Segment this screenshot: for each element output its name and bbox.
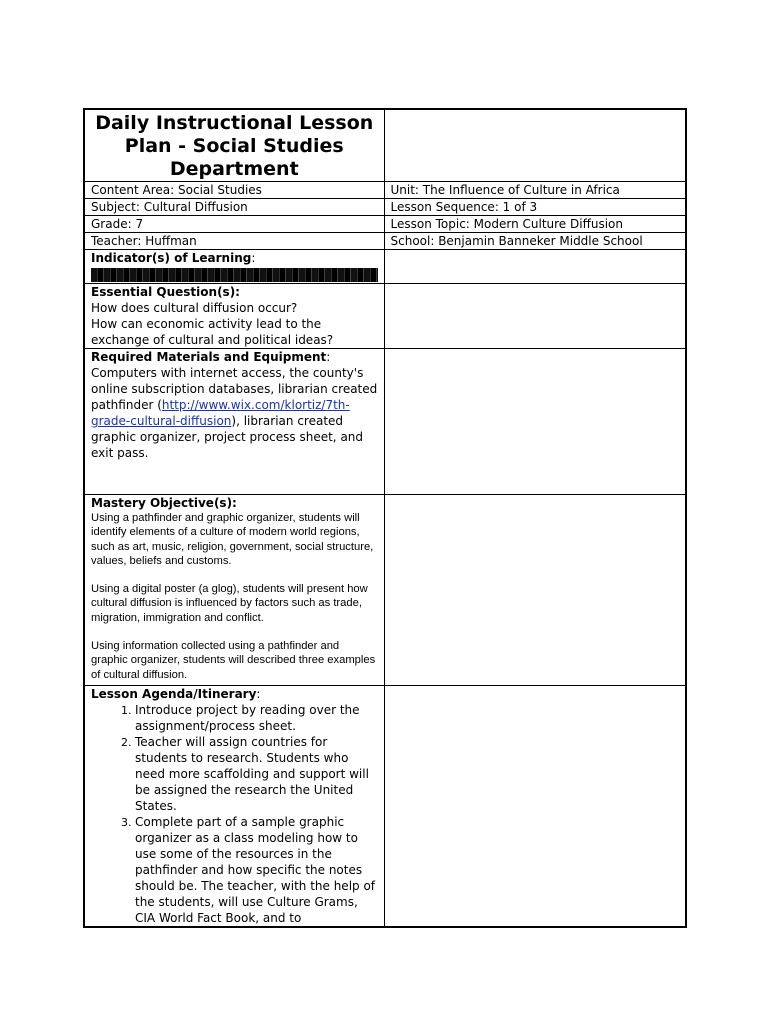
indicators-cell: Indicator(s) of Learning: [84, 250, 384, 284]
essential-question-2: How can economic activity lead to the exchange of cultural and political ideas? [91, 317, 334, 347]
essential-questions-label: Essential Question(s): [91, 285, 240, 299]
lesson-sequence: Lesson Sequence: 1 of 3 [384, 199, 686, 216]
agenda-label: Lesson Agenda/Itinerary [91, 687, 257, 701]
essential-question-1: How does cultural diffusion occur? [91, 301, 298, 315]
grade: Grade: 7 [84, 216, 384, 233]
teacher: Teacher: Huffman [84, 233, 384, 250]
mastery-objective-3: Using information collected using a pathfinder and graphic organizer, students will described three examples of cultural diffusion. [91, 640, 376, 681]
materials-right-cell [384, 349, 686, 495]
agenda-item: 2. Teacher will assign countries for students to research. Students who need more scaffolding and support will be assigned the research the United States. [135, 734, 378, 814]
title-cell [84, 109, 384, 182]
agenda-list [91, 702, 378, 926]
lesson-topic: Lesson Topic: Modern Culture Diffusion [384, 216, 686, 233]
agenda-item: 1. Introduce project by reading over the assignment/process sheet. [135, 702, 378, 734]
materials-text-end: ), librarian created graphic organizer, project process sheet, and exit pass. [91, 414, 364, 460]
materials-cell: Required Materials and Equipment: Computers with internet access, the county's online subscription databases, librarian created pathfinder (http://www.wix.com/klortiz/7th-grade-cultural-diffusion), librarian created graphic organizer, project process sheet, and exit pass. [84, 349, 384, 495]
materials-text: Computers with internet access, the county's online subscription databases, librarian created pathfinder ( [91, 366, 378, 412]
mastery-objective-2: Using a digital poster (a glog), students will present how cultural diffusion is influenced by factors such as trade, migration, immigration and conflict. [91, 583, 368, 624]
mastery-label: Mastery Objective(s): [91, 496, 237, 510]
page-title: Daily Instructional Lesson Plan - Social Studies Department [95, 112, 374, 180]
essential-questions-cell [84, 284, 384, 349]
unit: Unit: The Influence of Culture in Africa [384, 182, 686, 199]
mastery-right-cell [384, 495, 686, 686]
pathfinder-link[interactable]: http://www.wix.com/klortiz/7th-grade-cultural-diffusion [91, 398, 350, 428]
mastery-objective-1: Using a pathfinder and graphic organizer, students will identify elements of a culture of modern world regions, such as art, music, religion, government, social structure, values, beliefs and customs. [91, 512, 374, 567]
agenda-right-cell [384, 686, 686, 928]
school: School: Benjamin Banneker Middle School [384, 233, 686, 250]
indicators-label: Indicator(s) of Learning [91, 251, 252, 265]
agenda-item: 3. Complete part of a sample graphic organizer as a class modeling how to use some of the resources in the pathfinder and how specific the notes should be. The teacher, with the help of the students, will use Culture Grams, CIA World Fact Book, and to [135, 814, 378, 926]
content-area: Content Area: Social Studies [84, 182, 384, 199]
redacted-text [91, 268, 378, 282]
agenda-cell: Lesson Agenda/Itinerary: 1. Introduce project by reading over the assignment/process sheet. 2. Teacher will assign countries for students to research. Students who need more scaffolding and support will be assigned the research the United States. 3. Complete part of a sample graphic organizer as a class modeling how to use some of the resources in the pathfinder and how specific the notes should be. The teacher, with the help of the students, will use Culture Grams, CIA World Fact Book, and to [84, 686, 384, 928]
lesson-plan-table [83, 108, 687, 928]
subject: Subject: Cultural Diffusion [84, 199, 384, 216]
essential-questions-right-cell [384, 284, 686, 349]
mastery-cell [84, 495, 384, 686]
title-right-cell [384, 109, 686, 182]
materials-label: Required Materials and Equipment [91, 350, 327, 364]
indicators-right-cell [384, 250, 686, 284]
